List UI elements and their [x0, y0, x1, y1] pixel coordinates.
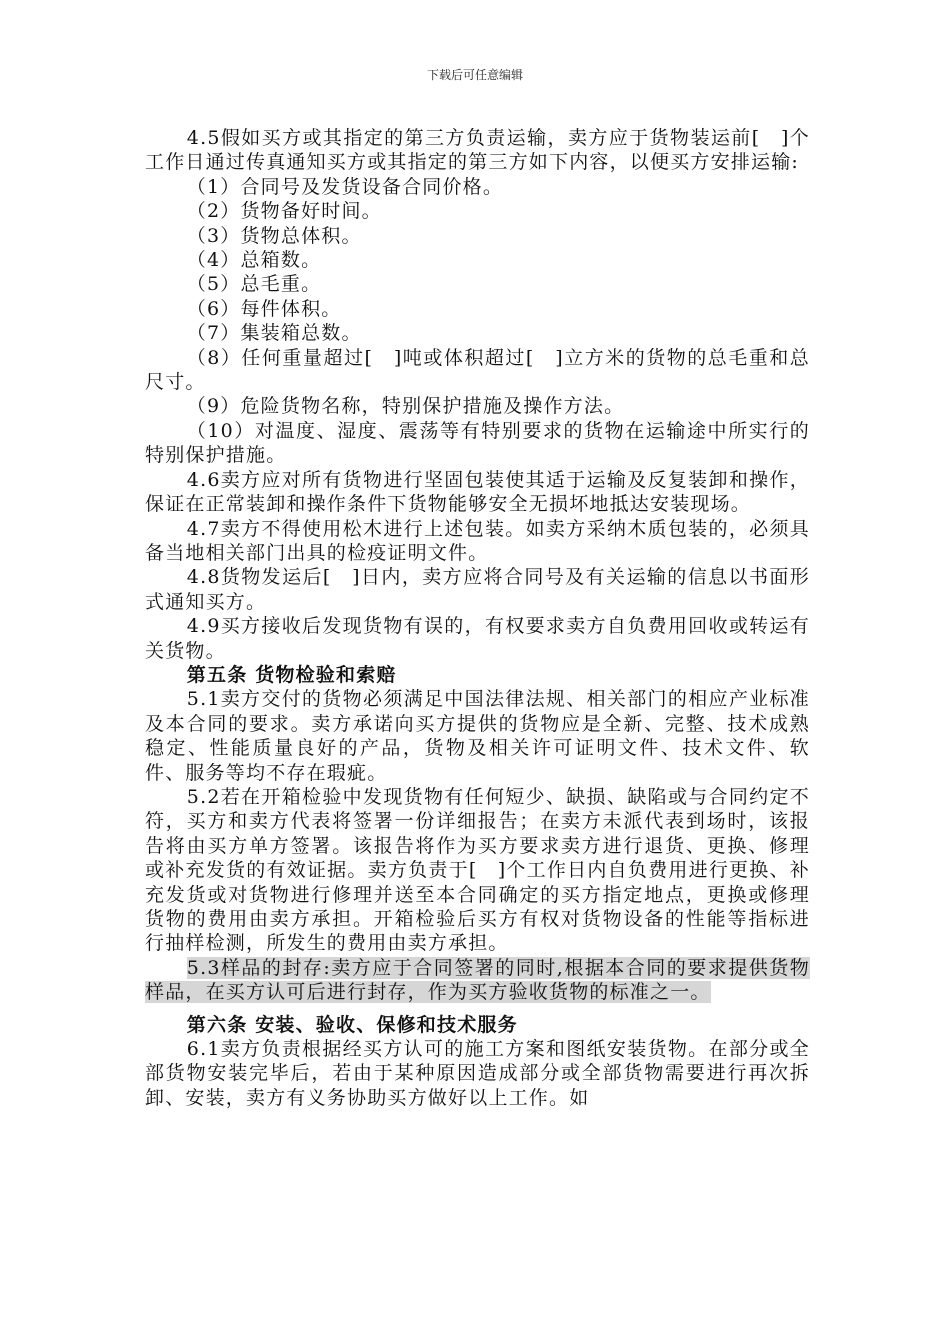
- list-item: （10）对温度、湿度、震荡等有特别要求的货物在运输途中所实行的特别保护措施。: [145, 419, 810, 467]
- clause-4-9: 4.9买方接收后发现货物有误的，有权要求卖方自负费用回收或转运有关货物。: [145, 615, 810, 662]
- section-heading-5: 第五条 货物检验和索赔: [186, 663, 397, 686]
- list-item: （8）任何重量超过[ ]吨或体积超过[ ]立方米的货物的总毛重和总尺寸。: [145, 346, 810, 394]
- section-heading-6: 第六条 安装、验收、保修和技术服务: [186, 1013, 518, 1036]
- list-item: （4）总箱数。: [186, 249, 322, 272]
- highlighted-text: 5.3样品的封存:卖方应于合同签署的同时,根据本合同的要求提供货物样品，在买方认可后进行封存，作为买方验收货物的标准之一。: [145, 956, 810, 1004]
- list-item: （3）货物总体积。: [186, 224, 362, 247]
- clause-4-8: 4.8货物发运后[ ]日内，卖方应将合同号及有关运输的信息以书面形式通知买方。: [145, 566, 810, 613]
- list-item: （5）总毛重。: [186, 273, 322, 296]
- clause-5-3: [145, 956, 810, 1005]
- document-body: [145, 126, 810, 1110]
- list-item: （1）合同号及发货设备合同价格。: [186, 175, 504, 198]
- clause-5-1: 5.1卖方交付的货物必须满足中国法律法规、相关部门的相应产业标准及本合同的要求。卖方承诺向买方提供的货物应是全新、完整、技术成熟稳定、性能质量良好的产品，货物及相关许可证明文件、技术文件、软件、服务等均不存在瑕疵。: [145, 688, 810, 784]
- list-item: （7）集装箱总数。: [186, 322, 362, 345]
- list-item: （6）每件体积。: [186, 297, 342, 320]
- list-item: （2）货物备好时间。: [186, 200, 382, 223]
- clause-4-6: 4.6卖方应对所有货物进行坚固包装使其适于运输及反复装卸和操作，保证在正常装卸和操作条件下货物能够安全无损坏地抵达安装现场。: [145, 468, 810, 516]
- header-note: 下载后可任意编辑: [426, 68, 523, 82]
- clause-5-2: 5.2若在开箱检验中发现货物有任何短少、缺损、缺陷或与合同约定不符，买方和卖方代表将签署一份详细报告；在卖方未派代表到场时，该报告将由买方单方签署。该报告将作为买方要求卖方进行退货、更换、修理或补充发货的有效证据。卖方负责于[ ]个工作日内自负费用进行更换、补充发货或对货物进行修理并送至本合同确定的买方指定地点，更换或修理货物的费用由卖方承担。开箱检验后买方有权对货物设备的性能等指标进行抽样检测，所发生的费用由卖方承担。: [145, 785, 810, 955]
- clause-6-1: 6.1卖方负责根据经买方认可的施工方案和图纸安装货物。在部分或全部货物安装完毕后，若由于某种原因造成部分或全部货物需要进行再次拆卸、安装，卖方有义务协助买方做好以上工作。如: [145, 1038, 810, 1109]
- clause-4-7: 4.7卖方不得使用松木进行上述包装。如卖方采纳木质包装的，必须具备当地相关部门出具的检疫证明文件。: [145, 517, 810, 564]
- clause-4-5: 4.5假如买方或其指定的第三方负责运输，卖方应于货物装运前[ ]个工作日通过传真通知买方或其指定的第三方如下内容，以便买方安排运输:: [145, 127, 810, 174]
- list-item: （9）危险货物名称，特别保护措施及操作方法。: [186, 395, 625, 418]
